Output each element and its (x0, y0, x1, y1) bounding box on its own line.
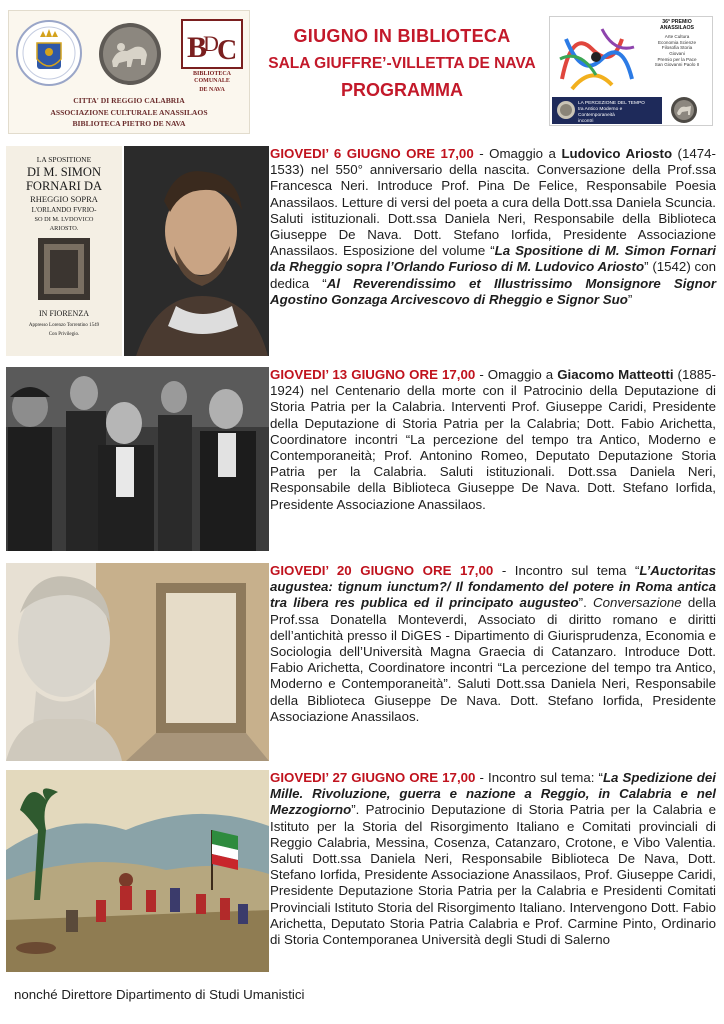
book-imprint-line: IN FIORENZA (39, 309, 89, 318)
organizer-association: ASSOCIAZIONE CULTURALE ANASSILAOS (50, 107, 208, 117)
event-description (270, 146, 716, 308)
premio-anassilaos-badge (549, 16, 713, 126)
event-date-heading: GIOVEDI’ 6 GIUGNO ORE 17,00 (270, 146, 474, 161)
event-book-title: La Spositione di M. Simon Fornari da Rheggio sopra l’Orlando Furioso di M. Ludovico Ariosto (270, 243, 716, 275)
coin-medallion-icon (556, 100, 576, 120)
event-text-continuation: nonché Direttore Dipartimento di Studi Umanistici (14, 987, 305, 1002)
book-title-line: FORNARI DA (25, 179, 103, 193)
event-description (270, 563, 716, 725)
svg-text:B: B (187, 31, 208, 64)
event-text-part: ”. Patrocinio Deputazione di Storia Patria per la Calabria e Istituto per la Storia del Risorgimento Italiano e Comitati provinciali di Reggio Calabria, Messina, Cosenza, Catanzaro, Crotone, e Vibo Valentia. Saluti Dott.ssa Daniela Neri, Responsabile Biblioteca De Nava, Dott. Stefano Iorfida, Presidente Associazione Anassilaos, Prof. Giuseppe Caridi, Presidente Deputazione Storia Patria per la Calabria e Presidenti Comitati Provinciali Istituto Storia del Risorgimento Italiano. Intervengono Dott. Fabio Arichetta, Deputato Storia Patria Calabria e Prof. Carmine Pinto, Ordinario di Storia Contemporanea Università degli Studi di Salerno (270, 802, 716, 948)
premio-title-line: 36ª PREMIO (662, 19, 692, 25)
ariosto-book-and-portrait-image (6, 146, 269, 356)
band-subtitle: tra Antico Moderno e Contemporaneità (578, 107, 623, 118)
event-date-heading: GIOVEDI’ 27 GIUGNO ORE 17,00 (270, 770, 476, 785)
ancient-coin-icon (668, 95, 700, 125)
event-text-part: ” (627, 291, 633, 307)
matteotti-historic-photo (6, 367, 269, 551)
bdn-monogram-icon (181, 19, 243, 69)
spedizione-dei-mille-painting (6, 770, 269, 972)
event-block-13-june (6, 367, 718, 553)
premio-category: Giovani (669, 50, 685, 56)
premio-category: Premio per la Pace (657, 56, 697, 62)
event-honoree: Giacomo Matteotti (557, 367, 674, 382)
premio-category: Economia Scienze (657, 39, 697, 45)
event-text-part: ” (1542) con dedica “ (270, 259, 716, 291)
organizer-library: BIBLIOTECA PIETRO DE NAVA (72, 119, 186, 128)
book-imprint-line: Appresso Lorenzo Torrentino 1549 (28, 323, 100, 328)
organizers-block (9, 95, 249, 130)
event-date-heading: GIOVEDI’ 13 GIUGNO ORE 17,00 (270, 367, 476, 382)
book-title-line: RHEGGIO SOPRA (30, 194, 98, 204)
event-block-6-june (6, 146, 718, 358)
event-date-heading: GIOVEDI’ 20 GIUGNO ORE 17,00 (270, 563, 494, 578)
book-imprint-line: Con Privilegio. (48, 332, 80, 337)
premio-category: Filosofia Storia (661, 45, 693, 51)
bdn-caption-line: DE NAVA (199, 87, 225, 93)
event-description (270, 367, 716, 513)
svg-text:C: C (217, 35, 238, 66)
event-topic-title: L’Auctoritas augustea: tignum iunctum?/ Il fondamento del potere in Roma antica tra libera res publica ed il principato augusteo (270, 563, 716, 611)
abstract-artwork-icon (552, 19, 638, 97)
organizer-city: CITTA' DI REGGIO CALABRIA (73, 96, 185, 105)
band-title: LA PERCEZIONE DEL TEMPO (578, 101, 645, 106)
event-format: Conversazione (593, 595, 682, 611)
event-text-part: - Incontro sul tema “ (493, 563, 640, 578)
event-description (270, 770, 716, 948)
premio-title-line: ANASSILAOS (659, 24, 694, 31)
event-honoree: Ludovico Ariosto (561, 146, 673, 161)
event-text-part: della Prof.ssa Donatella Monteverdi, Associato di diritto romano e diritti dell’antichità presso il DiGES - Dipartimento di Giurisprudenza, Economia e Sociologia dell’Università Magna Graecia di Catanzaro. Introduce Dott. Fabio Arichetta, Coordinatore incontri “La percezione del tempo tra Antico, Moderno e Contemporaneità”. Saluti Dott.ssa Daniela Neri, Responsabile della Biblioteca Giuseppe De Nava. Dott. Stefano Iorfida, Presidente Associazione Anassilaos. (270, 595, 716, 724)
bdn-caption-line: BIBLIOTECA COMUNALE (192, 71, 231, 84)
event-topic-title: La Spedizione dei Mille. Rivoluzione, guerra e nazione a Reggio, in Calabria e nel Mezzogiorno (270, 770, 716, 818)
book-title-line: LA SPOSITIONE (36, 155, 92, 164)
reggio-calabria-crest-icon (15, 19, 83, 87)
percezione-del-tempo-band (552, 97, 662, 124)
event-text-part: - Omaggio a (473, 146, 562, 161)
event-text-part: - Incontro sul tema: “ (475, 770, 603, 785)
premio-categories (642, 20, 712, 68)
header-title-block (262, 26, 542, 101)
event-text-part: (1474-1533) nel 550° anniversario della nascita. Conversazione della Prof.ssa Francesca Neri. Introduce Prof. Pina De Felice, Responsabile Poesia Anassilaos. Letture di versi del poeta a cura della Dott.ssa Daniela Scuncia. Saluti istituzionali. Dott.ssa Daniela Neri, Responsabile della Biblioteca Giuseppe De Nava. Dott. Stefano Iorfida, Presidente Associazione Anassilaos. Esposizione del volume “ (270, 146, 716, 259)
book-title-line: ARIOSTO. (49, 225, 79, 232)
book-title-line: DI M. SIMON (27, 165, 101, 179)
book-title-line: L'ORLANDO FVRIO- (31, 206, 97, 214)
band-small: incontri (578, 119, 594, 124)
event-dedication: Al Reverendissimo et Illustrissimo Monsignore Signor Agostino Gonzaga Arcivescovo di Rheggio e Signor Suo (270, 275, 716, 307)
event-block-27-june (6, 770, 718, 984)
event-text-part: ”. (578, 595, 593, 611)
biblioteca-de-nava-logo (179, 19, 245, 91)
svg-text:D: D (203, 31, 219, 56)
header-logos-panel (8, 10, 250, 134)
event-text-part: (1885-1924) nel Centenario della morte con il Patrocinio della Deputazione di Storia Patria per la Calabria. Interventi Prof. Giuseppe Caridi, Presidente della Deputazione di Storia Patria per la Calabria; Dott. Fabio Arichetta, Coordinatore incontri “La percezione del tempo tra Antico, Moderno e Contemporaneità; Prof. Antonino Romeo, Deputato Deputazione Storia Patria per la Calabria. Saluti istituzionali. Dott.ssa Daniela Neri, Responsabile della Biblioteca Giuseppe De Nava. Dott. Stefano Iorfida, Presidente Associazione Anassilaos. (270, 367, 716, 512)
premio-category: Arte Cultura (664, 34, 690, 40)
program-heading: PROGRAMMA (341, 80, 463, 100)
venue-subtitle: SALA GIUFFRE’-VILLETTA DE NAVA (268, 55, 536, 72)
premio-category: San Giovanni Paolo II (654, 62, 700, 68)
page-title: GIUGNO IN BIBLIOTECA (293, 26, 511, 46)
anassilaos-coin-icon (97, 21, 163, 87)
book-title-line: SO DI M. LVDOVICO (34, 216, 94, 223)
event-block-20-june (6, 563, 718, 763)
event-text-part: - Omaggio a (475, 367, 558, 382)
augustus-bust-and-ruins-image (6, 563, 269, 761)
